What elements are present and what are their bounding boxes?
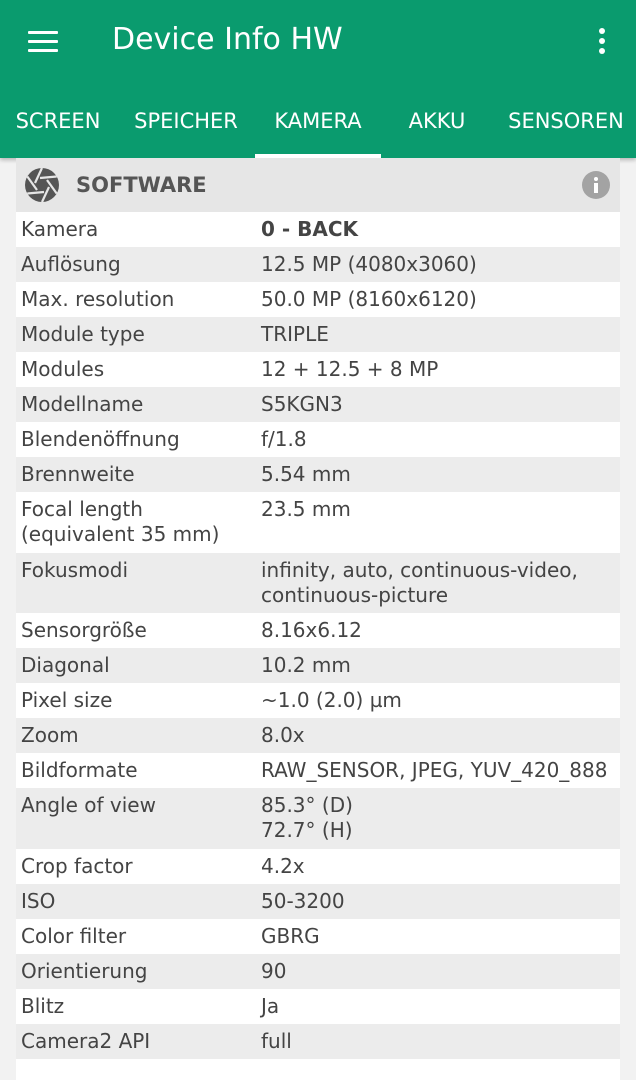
table-row — [16, 422, 620, 457]
row-key: Focal length (equivalent 35 mm) — [21, 497, 220, 546]
section-header — [16, 158, 620, 212]
table-row — [16, 788, 620, 849]
row-key: Pixel size — [21, 688, 113, 712]
table-row — [16, 457, 620, 492]
table-row — [16, 553, 620, 613]
row-value: TRIPLE — [261, 322, 329, 346]
row-key: Diagonal — [21, 653, 110, 677]
table-row — [16, 954, 620, 989]
table-row — [16, 989, 620, 1024]
row-value: RAW_SENSOR, JPEG, YUV_420_888 — [261, 758, 608, 782]
menu-icon[interactable] — [28, 31, 58, 53]
row-key: Color filter — [21, 924, 127, 948]
info-icon[interactable] — [582, 171, 610, 199]
table-row — [16, 613, 620, 648]
row-key: Blitz — [21, 994, 65, 1018]
row-value: 12 + 12.5 + 8 MP — [261, 357, 439, 381]
row-key: Fokusmodi — [21, 558, 129, 582]
row-key: Bildformate — [21, 758, 138, 782]
row-key: Module type — [21, 322, 145, 346]
table-row — [16, 492, 620, 553]
row-value: 0 - BACK — [261, 217, 359, 241]
tab-akku[interactable]: AKKU — [408, 109, 466, 133]
app-bar — [0, 0, 636, 158]
table-row — [16, 648, 620, 683]
section-title: SOFTWARE — [76, 173, 207, 197]
row-value: 5.54 mm — [261, 462, 351, 486]
row-value-line: 72.7° (H) — [261, 818, 353, 842]
row-key: Blendenöffnung — [21, 427, 180, 451]
toolbar — [0, 0, 636, 84]
row-key: ISO — [21, 889, 56, 913]
row-key: Zoom — [21, 723, 79, 747]
app-title: Device Info HW — [112, 22, 343, 57]
row-value: infinity, auto, continuous-video, continuous-picture — [261, 558, 578, 607]
row-key: Modules — [21, 357, 105, 381]
table-row — [16, 919, 620, 954]
tab-speicher[interactable]: SPEICHER — [134, 109, 238, 133]
row-value: 50.0 MP (8160x6120) — [261, 287, 477, 311]
row-key: Orientierung — [21, 959, 148, 983]
row-value: full — [261, 1029, 292, 1053]
row-key: Auflösung — [21, 252, 121, 276]
table-row — [16, 718, 620, 753]
table-row — [16, 317, 620, 352]
row-value: ~1.0 (2.0) µm — [261, 688, 402, 712]
table-row — [16, 387, 620, 422]
row-value: 50-3200 — [261, 889, 345, 913]
row-key: Max. resolution — [21, 287, 175, 311]
row-key: Kamera — [21, 217, 99, 241]
row-value: 90 — [261, 959, 287, 983]
table-row — [16, 849, 620, 884]
more-vert-icon[interactable] — [594, 26, 610, 56]
row-value: f/1.8 — [261, 427, 307, 451]
row-key: Brennweite — [21, 462, 135, 486]
info-table — [16, 212, 620, 1059]
table-row — [16, 884, 620, 919]
table-row — [16, 753, 620, 788]
row-value-line: 85.3° (D) — [261, 793, 353, 817]
tab-bar — [0, 84, 636, 158]
table-row — [16, 247, 620, 282]
row-value: 4.2x — [261, 854, 305, 878]
row-value: Ja — [261, 994, 280, 1018]
table-row — [16, 1024, 620, 1059]
row-value: 8.16x6.12 — [261, 618, 362, 642]
row-value — [261, 793, 617, 843]
row-key: Crop factor — [21, 854, 133, 878]
tab-sensoren[interactable]: SENSOREN — [508, 109, 624, 133]
row-key: Camera2 API — [21, 1029, 151, 1053]
table-row — [16, 282, 620, 317]
row-key: Angle of view — [21, 793, 156, 817]
table-row — [16, 352, 620, 387]
row-key: Modellname — [21, 392, 144, 416]
tab-screen[interactable]: SCREEN — [15, 109, 101, 133]
row-value: S5KGN3 — [261, 392, 343, 416]
row-value: 8.0x — [261, 723, 305, 747]
aperture-icon — [24, 167, 60, 203]
row-value: 10.2 mm — [261, 653, 351, 677]
tab-kamera[interactable]: KAMERA — [255, 84, 381, 158]
row-value: GBRG — [261, 924, 320, 948]
row-value: 12.5 MP (4080x3060) — [261, 252, 477, 276]
table-row — [16, 683, 620, 718]
camera-info-card — [16, 158, 620, 1080]
table-row — [16, 212, 620, 247]
row-key: Sensorgröße — [21, 618, 147, 642]
row-value: 23.5 mm — [261, 497, 351, 521]
